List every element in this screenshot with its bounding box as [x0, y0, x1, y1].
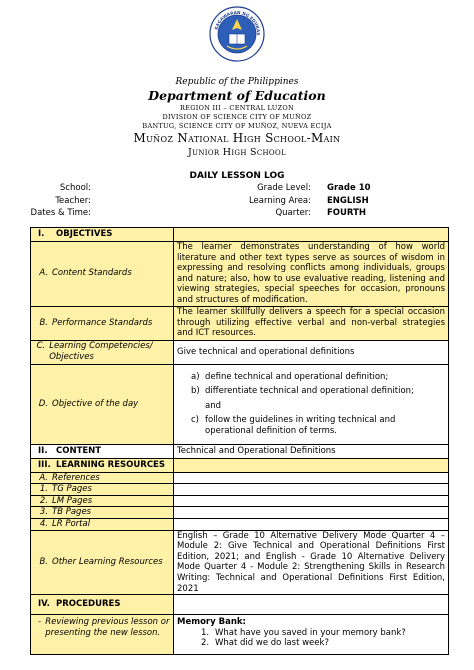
- references-row: A. References: [31, 472, 449, 484]
- deped-seal-logo: [209, 6, 265, 62]
- document-title: DAILY LESSON LOG: [189, 171, 285, 181]
- svg-text:KAGAWARAN NG EDUKASYON: KAGAWARAN NG EDUKAS: [213, 9, 262, 36]
- content-standards-label: Content Standards: [52, 268, 132, 279]
- tb-pages-label: TB Pages: [52, 507, 92, 518]
- lesson-log-table: [30, 227, 449, 655]
- division-line: DIVISION OF SCIENCE CITY OF MUÑOZ: [162, 113, 312, 121]
- learning-resources-heading: LEARNING RESOURCES: [56, 459, 165, 470]
- department-heading: Department of Education: [148, 88, 326, 103]
- objectives-heading: OBJECTIVES: [56, 229, 113, 240]
- memory-bank-title: Memory Bank:: [177, 617, 246, 628]
- reference-row: 4. LR Portal: [31, 518, 449, 530]
- quarter-value: FOURTH: [327, 208, 367, 218]
- content-standards-row: A. Content Standards The learner demonstrates understanding of how world literature and other text types serve as sources of wisdom in expressing and resolving conflicts among individuals, groups and nature; also, how to use evaluative reading, listening and viewing strategies, special speeches for occasion, pronouns and structures of modification.: [31, 242, 449, 307]
- competencies-row: C. Learning Competencies/ Objectives Give technical and operational definitions: [31, 340, 449, 364]
- objective-item: a) define technical and operational definition;: [191, 371, 389, 382]
- objective-list-cont: [177, 415, 445, 436]
- competencies-label: Learning Competencies/ Objectives: [49, 341, 153, 363]
- memory-question: 1. What have you saved in your memory bank?: [201, 627, 406, 638]
- other-resources-label: Other Learning Resources: [52, 557, 163, 568]
- region-line: REGION III – CENTRAL LUZON: [179, 104, 295, 112]
- memory-question: 2. What did we do last week?: [201, 638, 329, 649]
- address-line: BANTUG, SCIENCE CITY OF MUÑOZ, NUEVA ECIJA: [142, 122, 332, 130]
- learning-resources-row: III. LEARNING RESOURCES: [31, 458, 449, 472]
- other-resources-text: English – Grade 10 Alternative Delivery Mode Quarter 4 – Module 2: Give Technical and Operational Definitions First Edition, 2021; and English - Grade 10 Alternative Delivery Mode Quarter 4 - Module 2: Strengthening Skills in Research Writing: Technical and Operational Definitions First Edition, 2021: [174, 530, 449, 595]
- school-level: Junior High School: [188, 147, 286, 158]
- reference-row: 3. TB Pages: [31, 507, 449, 519]
- performance-standards-row: B. Performance Standards The learner skillfully delivers a speech for a special occasion through utilizing effective verbal and non-verbal strategies and ICT resources.: [31, 306, 449, 340]
- content-standards-text: The learner demonstrates understanding of how world literature and other text types serve as sources of wisdom in expressing and resolving conflicts among individuals, groups and nature; also, how to use evaluative reading, listening and viewing strategies, special speeches for occasion, pronouns and structures of modification.: [174, 242, 449, 307]
- objective-of-day-row: D. Objective of the day a) define technical and operational definition; b) differentiate technical and operational definition; and c) follow the guidelines in writing technical and operational definition of terms.: [31, 364, 449, 444]
- references-label: References: [52, 472, 100, 483]
- procedures-heading: PROCEDURES: [56, 599, 121, 610]
- quarter-label: Quarter:: [275, 208, 311, 218]
- reference-row: 2. LM Pages: [31, 495, 449, 507]
- learning-area-label: Learning Area:: [248, 196, 311, 206]
- tg-pages-label: TG Pages: [52, 484, 92, 495]
- reference-row: 1. TG Pages: [31, 484, 449, 496]
- objective-and-text: and: [205, 400, 221, 411]
- content-heading: CONTENT: [56, 445, 102, 456]
- review-label: Reviewing previous lesson or presenting the new lesson.: [45, 617, 170, 638]
- learning-area-value: ENGLISH: [327, 196, 369, 206]
- competencies-text: Give technical and operational definitions: [174, 340, 449, 364]
- objectives-row: I. OBJECTIVES: [31, 228, 449, 242]
- performance-standards-label: Performance Standards: [52, 317, 153, 328]
- memory-bank-questions: [177, 628, 445, 649]
- other-resources-row: B. Other Learning Resources English – Grade 10 Alternative Delivery Mode Quarter 4 – Module 2: Give Technical and Operational Definitions First Edition, 2021; and English - Grade 10 Alternative Delivery Mode Quarter 4 - Module 2: Strengthening Skills in Research Writing: Technical and Operational Definitions First Edition, 2021: [31, 530, 449, 595]
- grade-level-value: Grade 10: [327, 183, 371, 193]
- objective-list: [177, 372, 445, 397]
- lr-portal-label: LR Portal: [52, 518, 91, 529]
- objective-item: b) differentiate technical and operational definition;: [191, 386, 414, 397]
- teacher-label: Teacher:: [55, 196, 91, 206]
- review-row: - Reviewing previous lesson or presenting the new lesson. Memory Bank: 1. What have you saved in your memory bank? 2. What did we do last week?: [31, 615, 449, 655]
- content-text: Technical and Operational Definitions: [174, 444, 449, 458]
- objective-item: c) follow the guidelines in writing technical and operational definition of terms.: [191, 415, 396, 436]
- school-label: School:: [59, 183, 91, 193]
- performance-standards-text: The learner skillfully delivers a speech for a special occasion through utilizing effective verbal and non-verbal strategies and ICT resources.: [174, 306, 449, 340]
- lm-pages-label: LM Pages: [52, 495, 93, 506]
- content-row: II. CONTENT Technical and Operational Definitions: [31, 444, 449, 458]
- republic-heading: Republic of the Philippines: [175, 77, 299, 87]
- grade-level-label: Grade Level:: [257, 183, 311, 193]
- procedures-row: IV. PROCEDURES: [31, 595, 449, 615]
- objective-of-day-label: Objective of the day: [52, 398, 139, 409]
- school-name: Muñoz National High School-Main: [133, 131, 341, 145]
- dates-label: Dates & Time:: [30, 208, 91, 218]
